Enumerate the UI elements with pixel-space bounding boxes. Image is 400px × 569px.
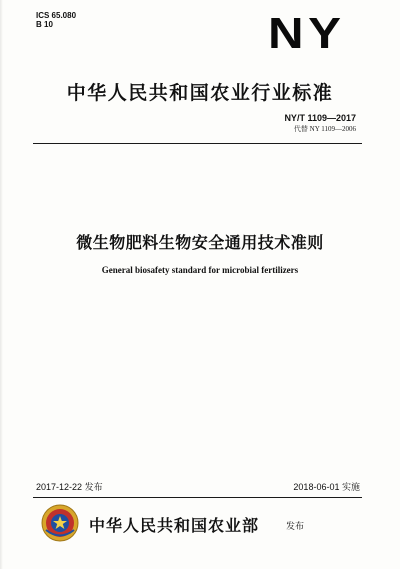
implement-label: 实施 bbox=[341, 483, 360, 493]
ny-logo: NY bbox=[268, 9, 346, 58]
title-chinese: 微生物肥料生物安全通用技术准则 bbox=[76, 233, 324, 252]
issue-label: 发布 bbox=[84, 483, 103, 493]
title-english: General biosafety standard for microbial fertilizers bbox=[101, 265, 299, 275]
top-divider bbox=[33, 143, 362, 144]
industry-standard-name: 中华人民共和国农业行业标准 bbox=[66, 82, 334, 104]
standard-number: NY/T 1109—2017 bbox=[284, 113, 356, 123]
ics-code: ICS 65.080 bbox=[36, 11, 77, 20]
classification-codes bbox=[36, 11, 76, 29]
implement-date-line bbox=[293, 480, 360, 493]
issuer-name: 中华人民共和国农业部 bbox=[89, 516, 260, 535]
issue-date-line bbox=[36, 480, 103, 493]
class-code: B 10 bbox=[36, 20, 53, 29]
bottom-divider bbox=[33, 497, 362, 498]
issue-date: 2017-12-22 bbox=[36, 482, 83, 492]
issuer-issue-label: 发布 bbox=[286, 522, 305, 532]
replaced-standard: 代替 NY 1109—2006 bbox=[293, 125, 356, 133]
national-emblem-icon bbox=[40, 503, 80, 543]
implement-date: 2018-06-01 bbox=[293, 482, 340, 492]
